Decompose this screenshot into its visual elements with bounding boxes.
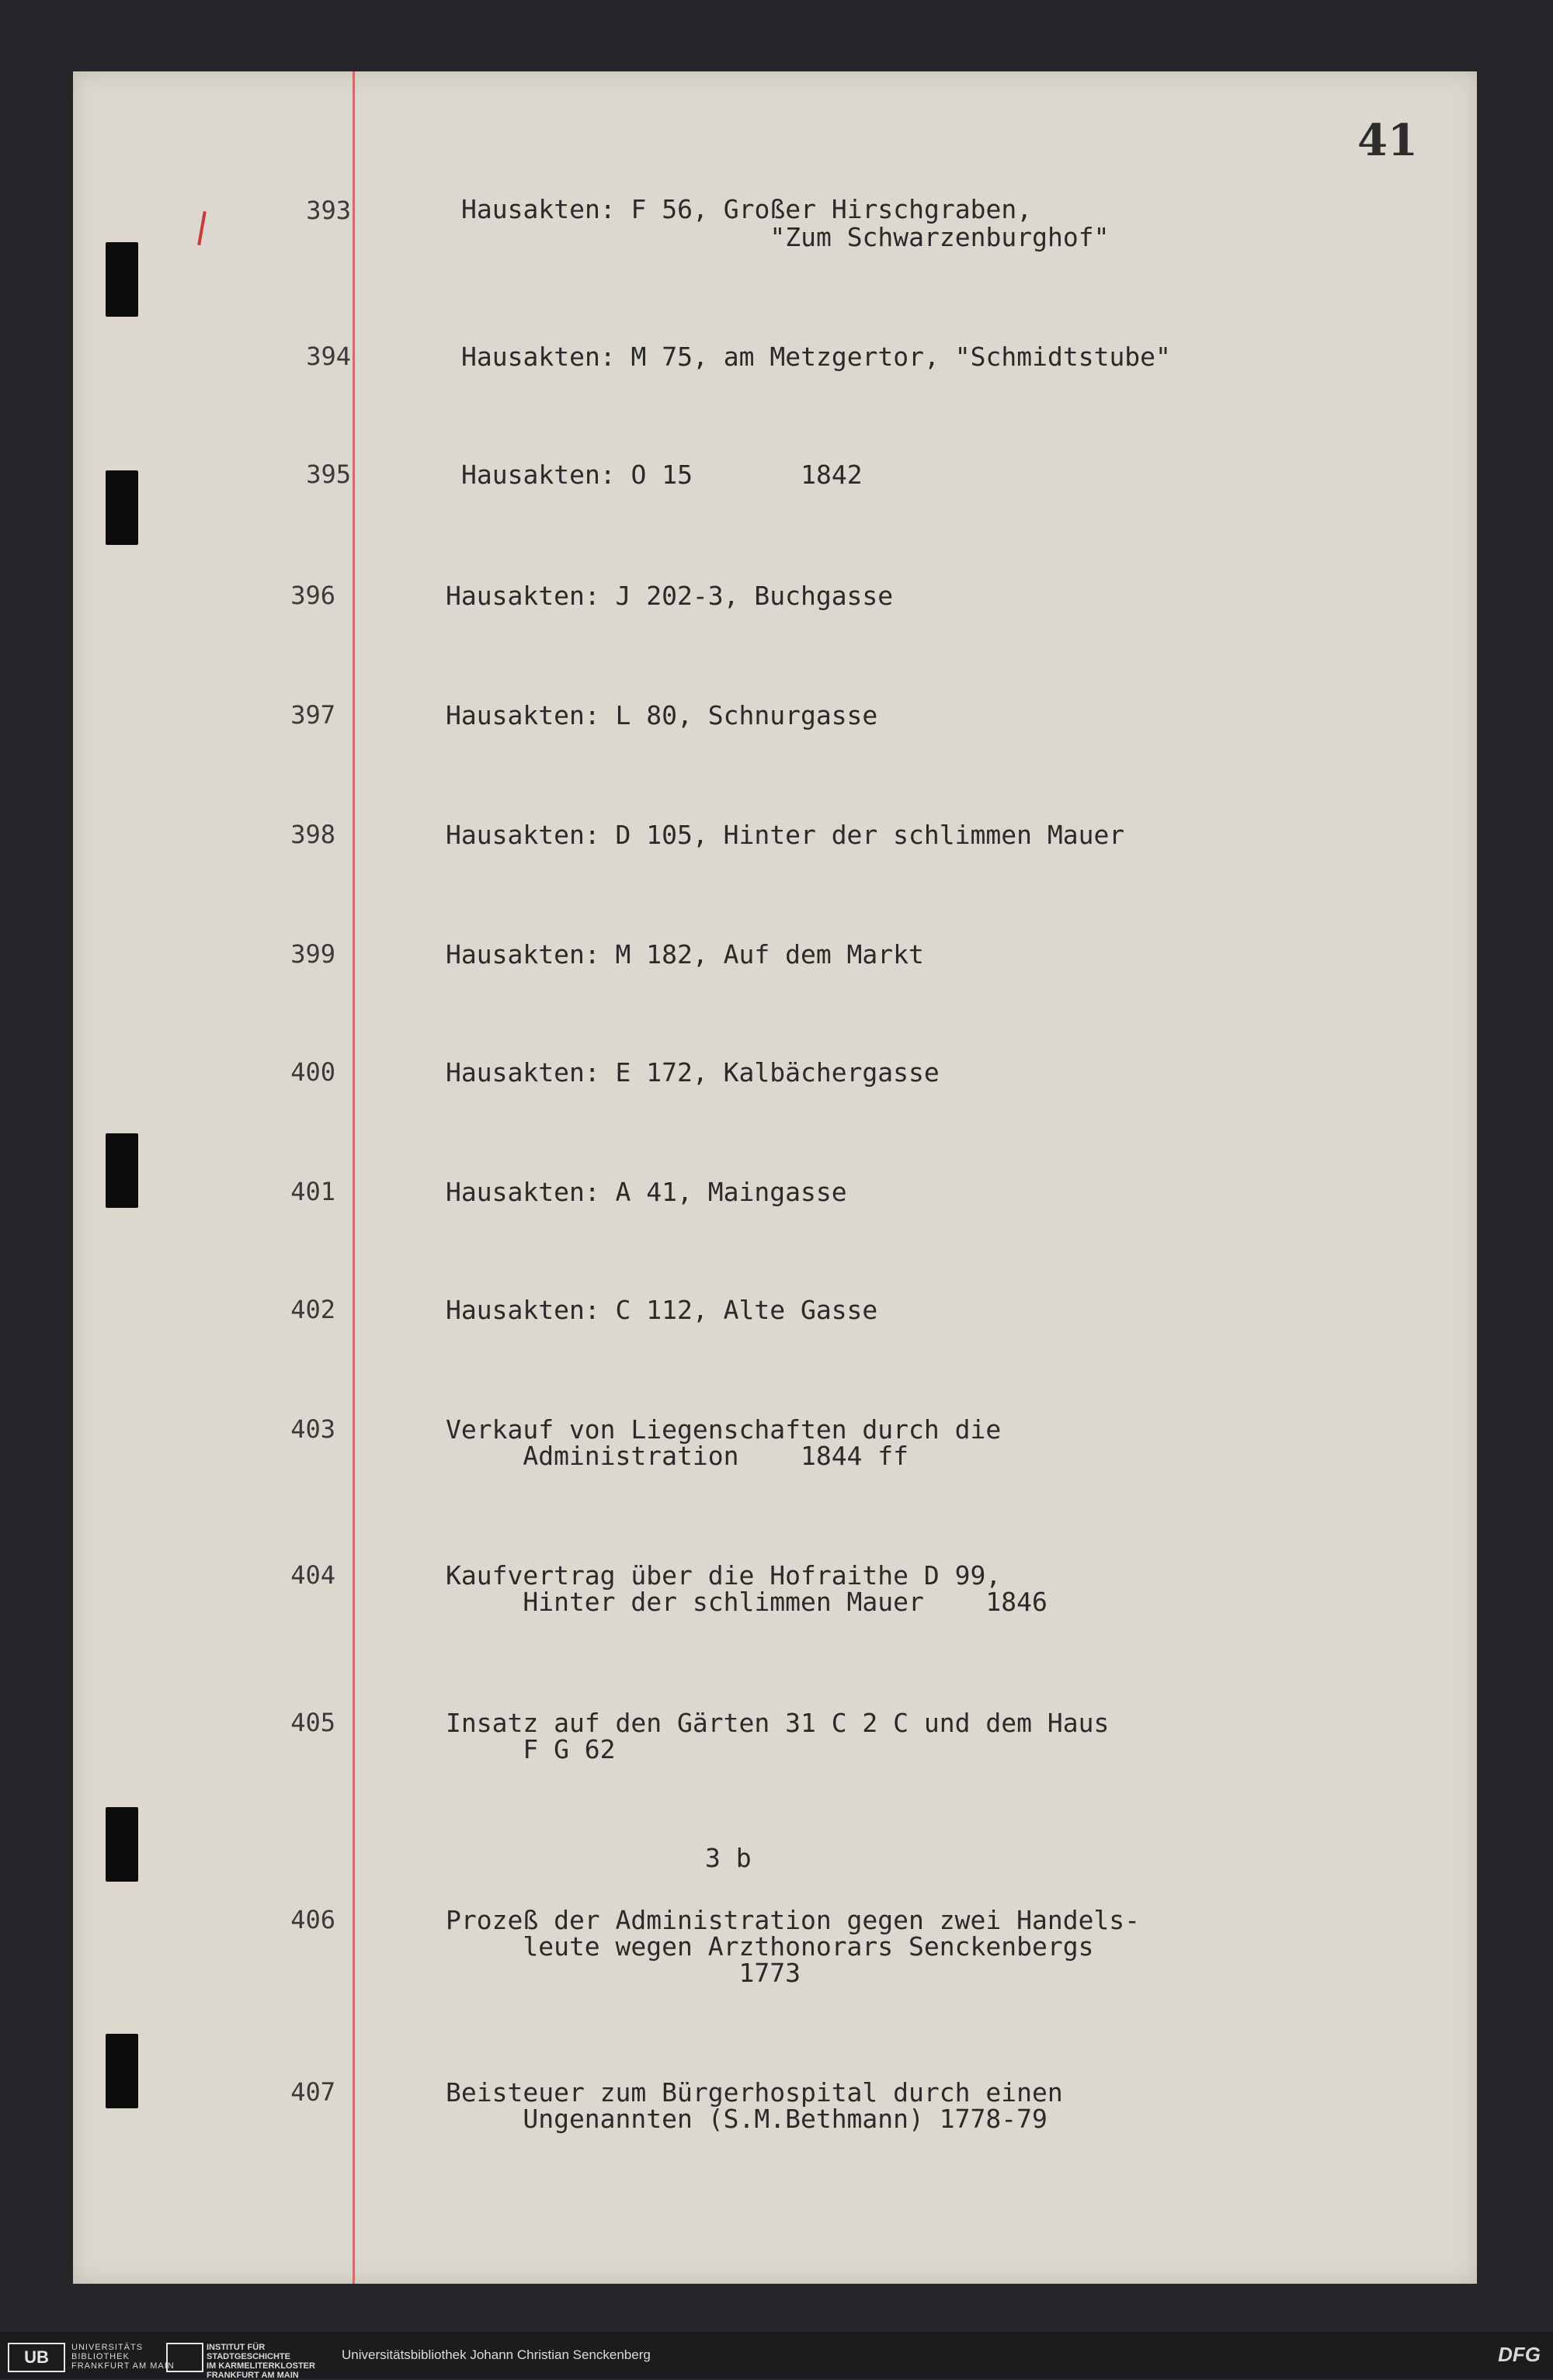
entry-number: 403 xyxy=(290,1414,335,1444)
entry-text: Hausakten: C 112, Alte Gasse xyxy=(446,1295,878,1325)
punch-hole xyxy=(106,2034,138,2108)
entry-text: Beisteuer zum Bürgerhospital durch einen xyxy=(446,2077,1063,2108)
entry-text: Hausakten: L 80, Schnurgasse xyxy=(446,700,878,730)
entry-number: 404 xyxy=(290,1560,335,1590)
entry-number: 405 xyxy=(290,1708,335,1737)
entry-text: Hausakten: O 15 1842 xyxy=(461,460,863,490)
entry-number: 402 xyxy=(290,1295,335,1324)
entry-text: Hausakten: M 75, am Metzgertor, "Schmidtstube" xyxy=(461,342,1171,372)
entry-text: F G 62 xyxy=(446,1734,616,1764)
entry-text: Insatz auf den Gärten 31 C 2 C und dem Haus xyxy=(446,1708,1110,1738)
ub-logo: UB xyxy=(8,2343,65,2372)
entry-text: Hinter der schlimmen Mauer 1846 xyxy=(446,1587,1047,1617)
entry-number: 399 xyxy=(290,939,335,969)
entry-text: Prozeß der Administration gegen zwei Handels- xyxy=(446,1905,1141,1935)
page-number: 41 xyxy=(1357,115,1418,166)
entry-text: 1773 xyxy=(446,1958,801,1988)
entry-text: "Zum Schwarzenburghof" xyxy=(461,222,1110,252)
entry-text: Kaufvertrag über die Hofraithe D 99, xyxy=(446,1560,1002,1591)
entry-number: 406 xyxy=(290,1905,335,1934)
punch-hole xyxy=(106,1807,138,1882)
punch-hole xyxy=(106,470,138,545)
entry-text: leute wegen Arzthonorars Senckenbergs xyxy=(446,1931,1094,1962)
entry-number: 393 xyxy=(306,196,351,225)
dfg-logo: DFG xyxy=(1498,2343,1541,2366)
library-name: Universitätsbibliothek Johann Christian Senckenberg xyxy=(342,2347,651,2362)
punch-hole xyxy=(106,242,138,317)
footer-bar xyxy=(0,2332,1553,2378)
entry-text: Ungenannten (S.M.Bethmann) 1778-79 xyxy=(446,2104,1047,2134)
entry-text: Hausakten: F 56, Großer Hirschgraben, xyxy=(461,194,1033,224)
entry-number: 398 xyxy=(290,820,335,849)
entry-number: 395 xyxy=(306,460,351,489)
entry-text: Verkauf von Liegenschaften durch die xyxy=(446,1414,1002,1445)
section-heading: 3 b xyxy=(705,1843,752,1873)
entry-text: Administration 1844 ff xyxy=(446,1441,909,1471)
entry-number: 396 xyxy=(290,581,335,610)
entry-number: 407 xyxy=(290,2077,335,2107)
entry-text: Hausakten: M 182, Auf dem Markt xyxy=(446,939,924,970)
entry-text: Hausakten: J 202-3, Buchgasse xyxy=(446,581,894,611)
margin-rule xyxy=(353,71,355,2284)
entry-text: Hausakten: E 172, Kalbächergasse xyxy=(446,1057,940,1088)
entry-text: Hausakten: A 41, Maingasse xyxy=(446,1177,847,1207)
entry-text: Hausakten: D 105, Hinter der schlimmen Mauer xyxy=(446,820,1125,850)
institute-text: INSTITUT FÜR STADTGESCHICHTE IM KARMELITERKLOSTER FRANKFURT AM MAIN xyxy=(207,2343,315,2380)
institute-logo-icon xyxy=(166,2343,203,2372)
entry-number: 400 xyxy=(290,1057,335,1087)
entry-number: 401 xyxy=(290,1177,335,1206)
entry-number: 394 xyxy=(306,342,351,371)
ub-logo-text: UNIVERSITÄTS BIBLIOTHEK FRANKFURT AM MAIN xyxy=(71,2343,175,2371)
entry-number: 397 xyxy=(290,700,335,730)
punch-hole xyxy=(106,1133,138,1208)
